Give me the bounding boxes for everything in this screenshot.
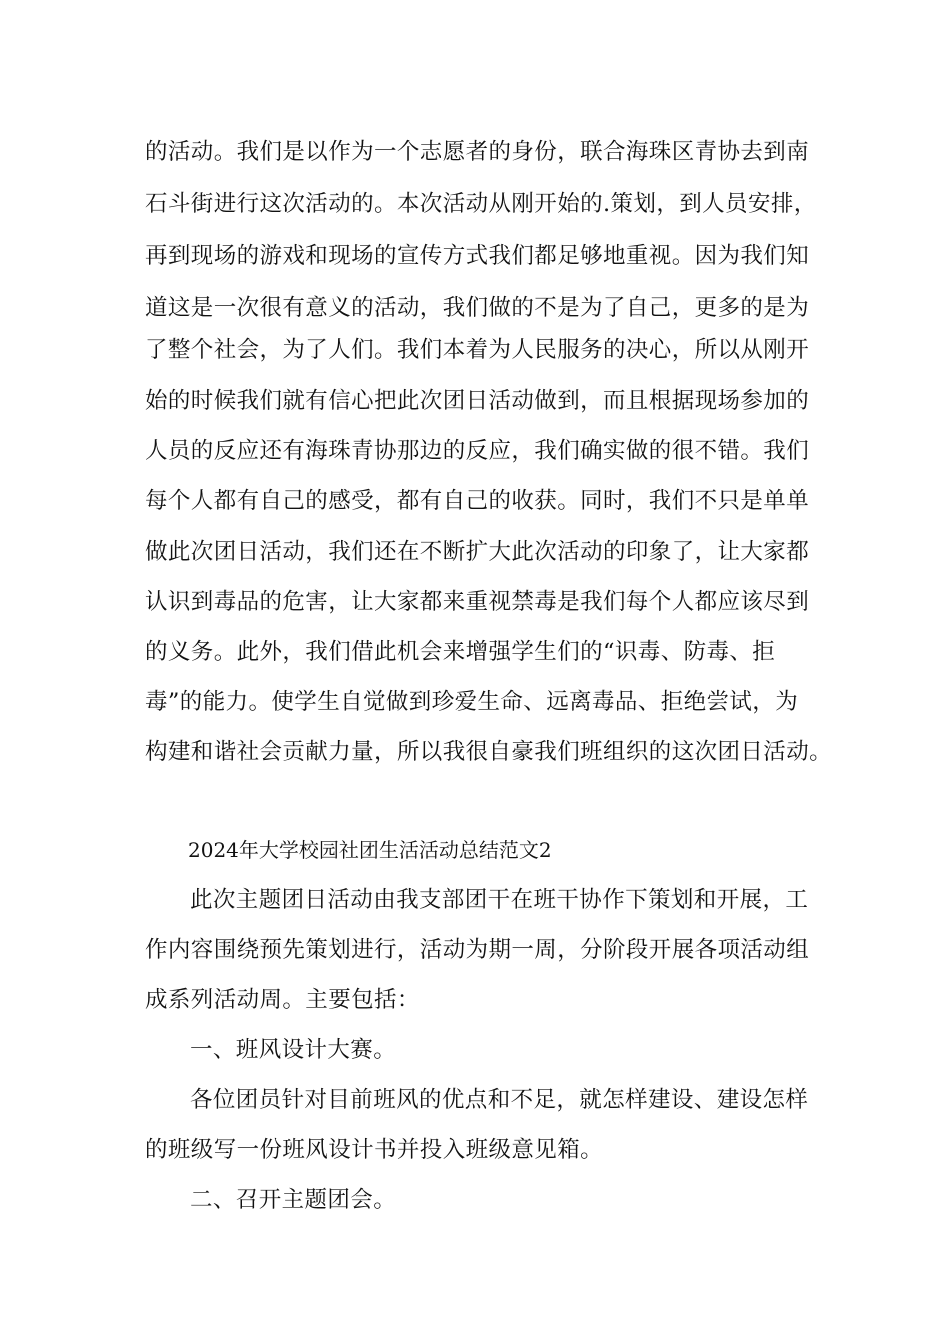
paragraph-line: 始的时候我们就有信心把此次团日活动做到，而且根据现场参加的: [145, 388, 810, 414]
paragraph-line: 认识到毒品的危害，让大家都来重视禁毒是我们每个人都应该尽到: [145, 589, 810, 615]
paragraph-line: 道这是一次很有意义的活动，我们做的不是为了自己，更多的是为: [145, 295, 810, 321]
paragraph-line: 的班级写一份班风设计书并投入班级意见箱。: [145, 1137, 604, 1163]
paragraph-line: 作内容围绕预先策划进行，活动为期一周，分阶段开展各项活动组: [145, 937, 810, 963]
paragraph-line: 此次主题团日活动由我支部团干在班干协作下策划和开展，工: [190, 887, 809, 913]
paragraph-line: 再到现场的游戏和现场的宣传方式我们都足够地重视。因为我们知: [145, 243, 810, 269]
list-item-title: 二、召开主题团会。: [190, 1187, 397, 1213]
paragraph-line: 每个人都有自己的感受，都有自己的收获。同时，我们不只是单单: [145, 488, 810, 514]
paragraph-line: 的义务。此外，我们借此机会来增强学生们的“识毒、防毒、拒: [145, 639, 776, 665]
paragraph-line: 构建和谐社会贡献力量，所以我很自豪我们班组织的这次团日活动。: [145, 739, 833, 765]
paragraph-line: 的活动。我们是以作为一个志愿者的身份，联合海珠区青协去到南: [145, 139, 810, 165]
section-heading: 2024年大学校园社团生活活动总结范文2: [188, 838, 552, 862]
paragraph-line: 毒”的能力。使学生自觉做到珍爱生命、远离毒品、拒绝尝试，为: [145, 689, 799, 715]
paragraph-line: 了整个社会，为了人们。我们本着为人民服务的决心，所以从刚开: [145, 337, 810, 363]
paragraph-line: 人员的反应还有海珠青协那边的反应，我们确实做的很不错。我们: [145, 438, 810, 464]
list-item-title: 一、班风设计大赛。: [190, 1037, 397, 1063]
paragraph-line: 做此次团日活动，我们还在不断扩大此次活动的印象了，让大家都: [145, 539, 810, 565]
paragraph-line: 成系列活动周。主要包括：: [145, 987, 420, 1013]
paragraph-line: 石斗街进行这次活动的。本次活动从刚开始的.策划，到人员安排，: [145, 191, 817, 217]
paragraph-line: 各位团员针对目前班风的优点和不足，就怎样建设、建设怎样: [190, 1087, 809, 1113]
